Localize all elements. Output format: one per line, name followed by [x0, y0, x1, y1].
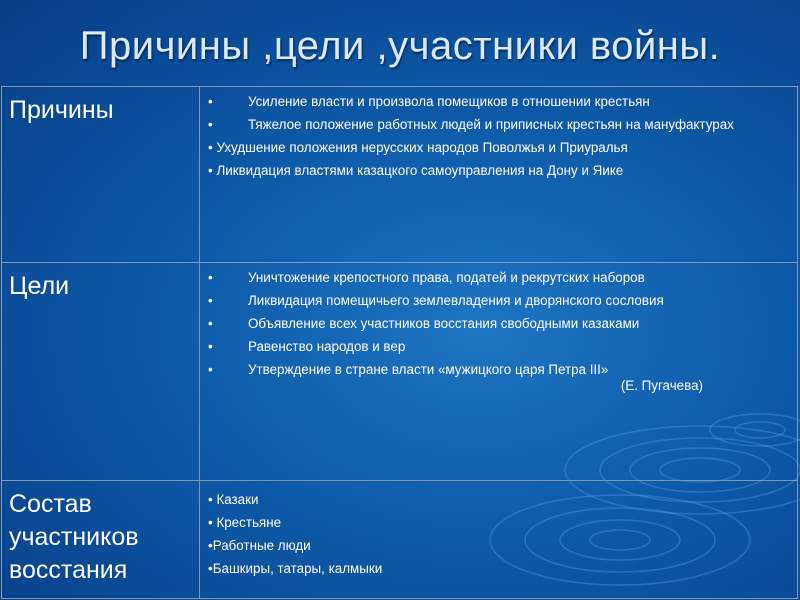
table-row-causes [2, 87, 798, 263]
bullet: • [208, 316, 213, 331]
table-row-participants [2, 481, 798, 599]
list-item: • Равенство народов и вер [208, 339, 406, 354]
bullet: • [208, 538, 213, 553]
list-item: • Утверждение в стране власти «мужицкого царя Петра III» [208, 362, 609, 377]
list-item: • Ухудшение положения нерусских народов Поволжья и Приуралья [208, 140, 628, 155]
bullet: • [208, 163, 213, 178]
quote-attribution: (Е. Пугачева) [620, 378, 703, 393]
list-item: • Объявление всех участников восстания свободными казаками [208, 316, 640, 331]
bullet: • [208, 492, 213, 507]
goals-list [200, 263, 798, 481]
bullet: • [208, 117, 213, 132]
bullet: • [208, 270, 213, 285]
bullet: • [208, 339, 213, 354]
list-item: • Ликвидация помещичьего землевладения и дворянского сословия [208, 293, 664, 308]
bullet: • [208, 362, 213, 377]
slide-title: Причины ,цели ,участники войны. [79, 24, 721, 68]
list-item: • Ликвидация властями казацкого самоуправления на Дону и Яике [208, 163, 624, 178]
list-item: • Казаки [208, 492, 259, 507]
list-item: • Уничтожение крепостного права, податей и рекрутских наборов [208, 270, 645, 285]
table-row-goals [2, 263, 798, 481]
row-label-participants: Состав участников восстания [2, 481, 200, 599]
row-label-goals: Цели [2, 263, 200, 481]
bullet: • [208, 94, 213, 109]
causes-list [200, 87, 798, 263]
row-label-causes: Причины [2, 87, 200, 263]
bullet: • [208, 140, 213, 155]
bullet: • [208, 515, 213, 530]
list-item: • Усиление власти и произвола помещиков в отношении крестьян [208, 94, 650, 109]
participants-list [200, 481, 798, 599]
list-item: •Работные люди [208, 538, 311, 553]
bullet: • [208, 561, 213, 576]
list-item: • Тяжелое положение работных людей и приписных крестьян на мануфактурах [208, 117, 734, 132]
bullet: • [208, 293, 213, 308]
list-item: • Крестьяне [208, 515, 282, 530]
content-table [1, 86, 798, 599]
list-item: •Башкиры, татары, калмыки [208, 561, 383, 576]
